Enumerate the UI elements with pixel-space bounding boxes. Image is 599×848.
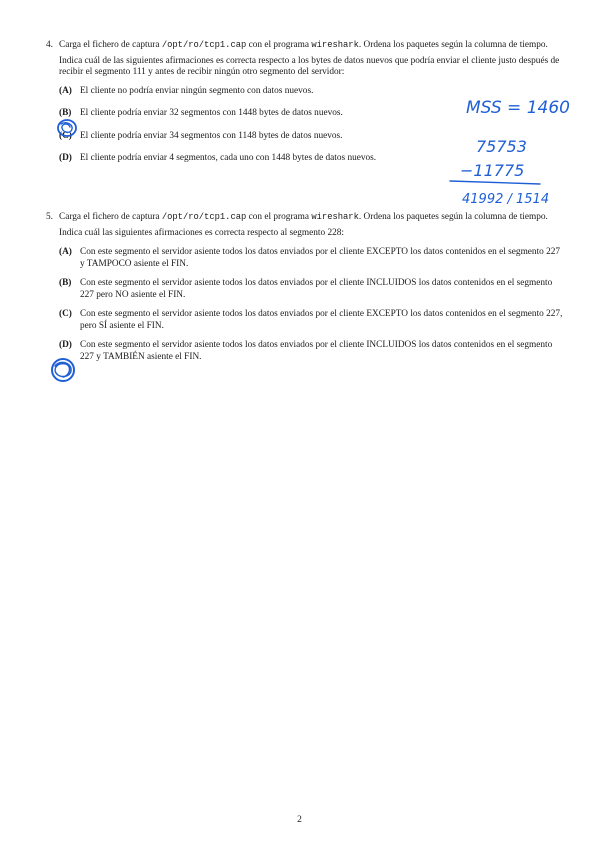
option-text: Con este segmento el servidor asiente todos los datos enviados por el cliente EXCEPTO los datos contenidos en el segmento 227, pero SÍ asiente el FIN. xyxy=(80,309,563,331)
hand-ink xyxy=(52,120,540,381)
option-letter: (C) xyxy=(59,130,72,141)
option-letter: (B) xyxy=(59,278,72,288)
question-text: Indica cuál las siguientes afirmaciones es correcta respecto al segmento 228: xyxy=(59,227,344,238)
note-number-2: −11775 xyxy=(460,161,525,180)
answer-scribble-q4 xyxy=(61,123,72,132)
page-number: 2 xyxy=(297,815,302,825)
option-letter: (D) xyxy=(59,153,72,163)
question-text: Indica cuál de las siguientes afirmaciones es correcta respecto a los bytes de datos nuevos que podría enviar el cliente justo después de recibir el segmento 111 y antes de recibir ningún otro segmento del servidor: xyxy=(59,55,560,77)
option-letter: (A) xyxy=(59,247,72,257)
option-text: El cliente podría enviar 34 segmentos con 1148 bytes de datos nuevos. xyxy=(80,130,343,141)
option-text: Con este segmento el servidor asiente todos los datos enviados por el cliente INCLUIDOS los datos contenidos en el segmento 227 pero NO asiente el FIN. xyxy=(80,278,553,300)
option-letter: (A) xyxy=(59,85,72,96)
program-name: wireshark xyxy=(311,212,359,222)
file-path: /opt/ro/tcp1.cap xyxy=(161,212,247,222)
option-text: Con este segmento el servidor asiente todos los datos enviados por el cliente INCLUIDOS los datos contenidos en el segmento 227 y TAMBIÉN asiente el FIN. xyxy=(80,340,553,362)
file-path: /opt/ro/tcp1.cap xyxy=(161,40,247,50)
option-text: El cliente podría enviar 32 segmentos con 1448 bytes de datos nuevos. xyxy=(80,108,343,118)
question-intro: Carga el fichero de captura /opt/ro/tcp1.cap con el programa wireshark. Ordena los paquetes según la columna de tiempo. xyxy=(59,40,548,50)
question-intro: Carga el fichero de captura /opt/ro/tcp1.cap con el programa wireshark. Ordena los paquetes según la columna de tiempo. xyxy=(59,212,548,222)
note-result: 41992 / 1514 xyxy=(462,192,550,207)
option-text: El cliente no podría enviar ningún segmento con datos nuevos. xyxy=(80,85,314,96)
option-letter: (B) xyxy=(59,108,72,118)
question-number: 5. xyxy=(46,212,53,222)
hand-notes xyxy=(460,98,570,207)
note-number-1: 75753 xyxy=(476,137,527,156)
option-letter: (D) xyxy=(59,340,72,350)
option-letter: (C) xyxy=(59,309,72,319)
program-name: wireshark xyxy=(311,40,359,50)
option-text: El cliente podría enviar 4 segmentos, cada uno con 1448 bytes de datos nuevos. xyxy=(80,153,377,163)
question-number: 4. xyxy=(46,40,53,50)
note-mss: MSS = 1460 xyxy=(466,98,570,118)
option-text: Con este segmento el servidor asiente todos los datos enviados por el cliente EXCEPTO los datos contenidos en el segmento 227 y TAMPOCO asiente el FIN. xyxy=(80,247,561,269)
answer-scribble-q5 xyxy=(55,362,71,377)
sum-line xyxy=(450,181,540,184)
